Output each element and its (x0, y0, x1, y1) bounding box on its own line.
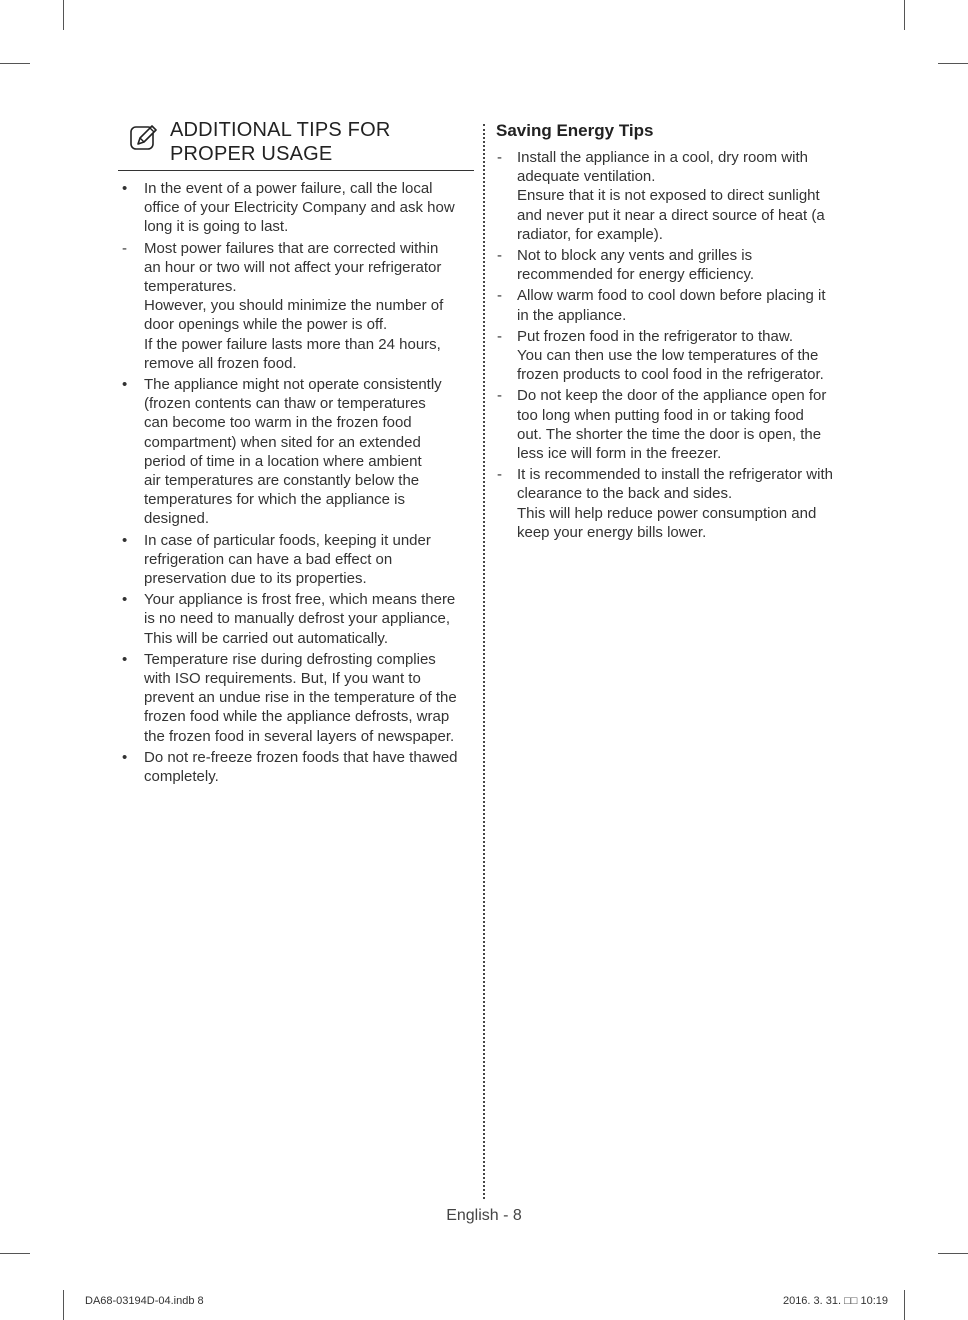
bullet-marker: • (122, 531, 128, 549)
crop-mark (904, 0, 905, 30)
item-text-line: clearance to the back and sides. (517, 485, 733, 503)
right-column (495, 118, 855, 544)
item-text-line: designed. (144, 510, 210, 528)
item-text-line: can become too warm in the frozen food (144, 414, 412, 432)
item-text-line: If the power failure lasts more than 24 hours, (144, 335, 441, 353)
bullet-marker: • (122, 591, 128, 609)
bullet-marker: • (122, 376, 128, 394)
column-divider (483, 124, 485, 1199)
item-text-line: period of time in a location where ambient (144, 452, 422, 470)
list-item (118, 590, 474, 648)
dash-marker: - (122, 239, 127, 257)
crop-mark (938, 1253, 968, 1254)
tips-list (118, 179, 474, 786)
item-text-line: too long when putting food in or taking food (517, 406, 804, 424)
dash-marker: - (497, 149, 502, 166)
list-item (495, 327, 855, 385)
item-text-line: door openings while the power is off. (144, 316, 388, 334)
item-text-line: In the event of a power failure, call the local (144, 180, 433, 197)
bullet-marker: • (122, 180, 128, 197)
list-item (495, 148, 855, 244)
item-text-line: You can then use the low temperatures of the (517, 347, 819, 365)
list-item (495, 386, 855, 463)
footer-file-name: DA68-03194D-04.indb 8 (85, 1295, 204, 1307)
list-item (495, 286, 855, 324)
item-text-line: It is recommended to install the refrigerator with (517, 466, 833, 484)
item-text-line: This will be carried out automatically. (144, 629, 388, 647)
item-text-line: Allow warm food to cool down before placing it (517, 287, 826, 305)
item-text-line: temperatures for which the appliance is (144, 491, 405, 509)
item-text-line: adequate ventilation. (517, 168, 656, 186)
crop-mark (938, 63, 968, 64)
item-text-line: less ice will form in the freezer. (517, 445, 722, 463)
section-title (170, 118, 391, 166)
item-text-line: office of your Electricity Company and ask how (144, 199, 455, 217)
item-text-line: and never put it near a direct source of heat (a (517, 206, 825, 224)
dash-marker: - (497, 387, 502, 405)
list-item (118, 650, 474, 746)
crop-mark (63, 1290, 64, 1320)
item-text-line: with ISO requirements. But, If you want to (144, 670, 421, 688)
item-text-line: However, you should minimize the number of (144, 297, 444, 315)
note-pencil-icon (128, 122, 160, 154)
left-column (118, 118, 474, 788)
title-line: ADDITIONAL TIPS FOR (170, 119, 391, 141)
item-text-line: in the appliance. (517, 306, 627, 324)
item-text-line: completely. (144, 768, 219, 786)
item-text-line: The appliance might not operate consistently (144, 376, 442, 394)
item-text-line: air temperatures are constantly below the (144, 472, 420, 490)
item-text-line: In case of particular foods, keeping it under (144, 531, 431, 549)
item-text-line: long it is going to last. (144, 218, 289, 236)
item-text-line: Most power failures that are corrected within (144, 239, 439, 257)
item-text-line: Do not re-freeze frozen foods that have thawed (144, 748, 458, 766)
item-text-line: (frozen contents can thaw or temperatures (144, 395, 426, 413)
list-item (495, 246, 855, 284)
list-item (118, 375, 474, 529)
dash-marker: - (497, 247, 502, 265)
footer-timestamp: 2016. 3. 31. □□ 10:19 (782, 1295, 888, 1307)
bullet-marker: • (122, 748, 128, 766)
crop-mark (0, 63, 30, 64)
item-text-line: prevent an undue rise in the temperature of the (144, 689, 457, 707)
item-text-line: Install the appliance in a cool, dry room with (517, 149, 808, 166)
dash-marker: - (497, 466, 502, 484)
energy-tips-list (495, 148, 855, 542)
bullet-marker: • (122, 650, 128, 668)
crop-mark (63, 0, 64, 30)
item-text-line: This will help reduce power consumption and (517, 504, 817, 522)
item-text-line: Ensure that it is not exposed to direct sunlight (517, 187, 820, 205)
list-item (495, 465, 855, 542)
title-line: PROPER USAGE (170, 143, 333, 165)
item-text-line: is no need to manually defrost your appliance, (144, 610, 451, 628)
item-text-line: the frozen food in several layers of newspaper. (144, 727, 455, 745)
item-text-line: an hour or two will not affect your refrigerator (144, 258, 442, 276)
page-number: English - 8 (446, 1207, 522, 1224)
crop-mark (0, 1253, 30, 1254)
item-text-line: radiator, for example). (517, 225, 663, 243)
list-item (118, 748, 474, 786)
item-text-line: Do not keep the door of the appliance open for (517, 387, 827, 405)
item-text-line: keep your energy bills lower. (517, 523, 707, 541)
dash-marker: - (497, 327, 502, 345)
crop-mark (904, 1290, 905, 1320)
item-text-line: frozen products to cool food in the refrigerator. (517, 366, 824, 384)
item-text-line: Your appliance is frost free, which means there (144, 591, 456, 609)
item-text-line: temperatures. (144, 278, 237, 296)
item-text-line: remove all frozen food. (144, 354, 297, 372)
item-text-line: Temperature rise during defrosting complies (144, 650, 436, 668)
section-header (118, 118, 474, 166)
title-rule (118, 170, 474, 171)
item-text-line: Put frozen food in the refrigerator to thaw. (517, 327, 793, 345)
list-item (118, 531, 474, 589)
list-item (118, 239, 474, 373)
item-text-line: frozen food while the appliance defrosts, wrap (144, 708, 450, 726)
item-text-line: out. The shorter the time the door is open, the (517, 425, 822, 443)
item-text-line: preservation due to its properties. (144, 570, 367, 588)
item-text-line: recommended for energy efficiency. (517, 266, 755, 284)
item-text-line: Not to block any vents and grilles is (517, 247, 753, 265)
list-item (118, 179, 474, 237)
dash-marker: - (497, 287, 502, 305)
item-text-line: refrigeration can have a bad effect on (144, 550, 393, 568)
subsection-title: Saving Energy Tips (496, 121, 654, 140)
item-text-line: compartment) when sited for an extended (144, 433, 421, 451)
